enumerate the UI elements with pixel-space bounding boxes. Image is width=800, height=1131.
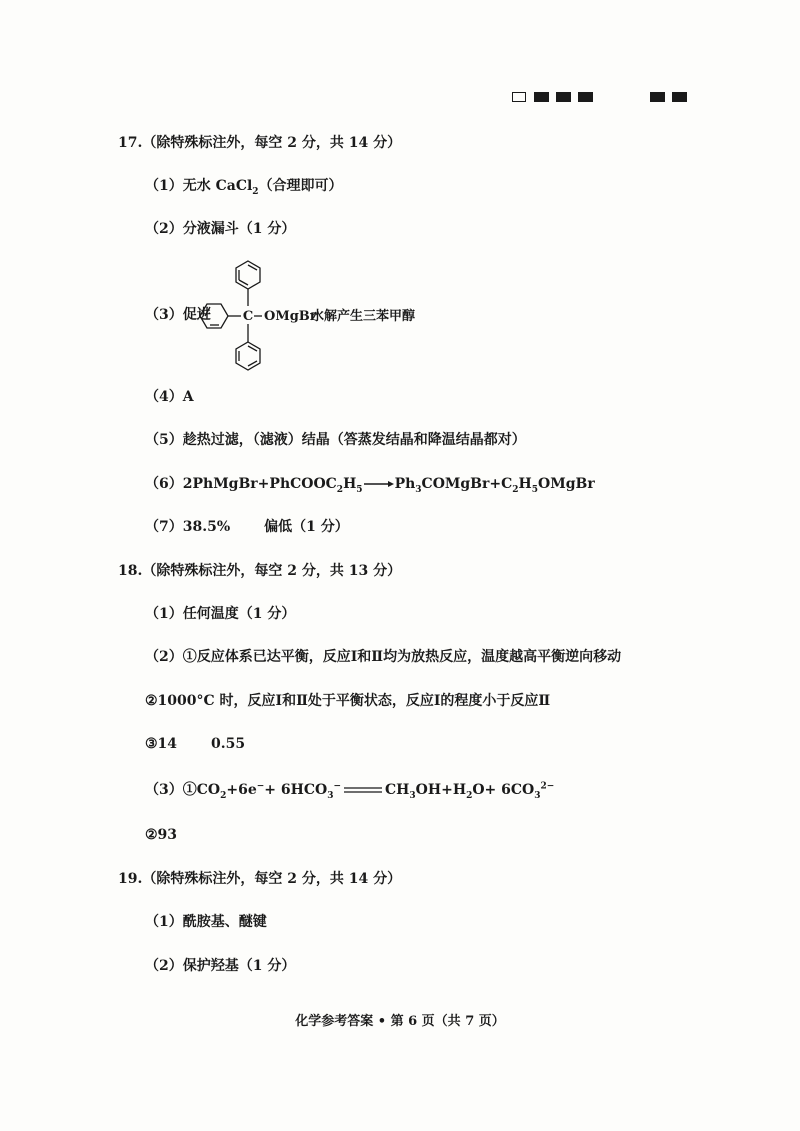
q19-answer-2: （2）保护羟基（1 分） <box>145 958 296 974</box>
omgbr-group-label: OMgBr <box>264 309 317 324</box>
q17-answer-3-suffix: 水解产生三苯甲醇 <box>311 309 416 324</box>
page-footer: 化学参考答案 • 第 6 页（共 7 页） <box>295 1014 505 1029</box>
reaction-arrow-icon <box>364 480 394 488</box>
q17-title: 17.（除特殊标注外，每空 2 分，共 14 分） <box>118 135 402 151</box>
filled-square-icon <box>650 92 665 102</box>
q17-answer-4: （4）A <box>145 389 194 405</box>
q17-answer-2: （2）分液漏斗（1 分） <box>145 221 296 237</box>
equals-sign-icon <box>343 786 383 794</box>
filled-square-icon <box>534 92 549 102</box>
central-carbon-label: C <box>242 309 254 324</box>
q19-title: 19.（除特殊标注外，每空 2 分，共 14 分） <box>118 871 402 887</box>
q18-answer-1: （1）任何温度（1 分） <box>145 606 296 622</box>
filled-square-icon <box>556 92 571 102</box>
q18-title: 18.（除特殊标注外，每空 2 分，共 13 分） <box>118 563 402 579</box>
q17-answer-3-prefix: （3）促进 <box>145 307 211 323</box>
q18-answer-2-2: ②1000°C 时，反应Ⅰ和Ⅱ处于平衡状态，反应Ⅰ的程度小于反应Ⅱ <box>145 693 551 709</box>
filled-square-icon <box>672 92 687 102</box>
q18-answer-3-2: ②93 <box>145 827 178 843</box>
q18-answer-3-1: $(3)①CO_2+6e^-+ 6HCO_3^-$ $CH_3OH+H_2O+ 6CO_3^{2-}$ <box>145 781 555 801</box>
q17-answer-5: （5）趁热过滤，（滤液）结晶（答蒸发结晶和降温结晶都对） <box>145 432 526 448</box>
triphenylmethoxide-structure <box>196 256 436 376</box>
q19-answer-1: （1）酰胺基、醚键 <box>145 914 267 930</box>
hollow-square-icon <box>512 92 526 102</box>
filled-square-icon <box>578 92 593 102</box>
q18-answer-2-3: ③14 0.55 <box>145 736 246 752</box>
q17-answer-1: （1）无水 CaCl$_2$（合理即可） <box>145 178 343 197</box>
q18-answer-2-1: （2）①反应体系已达平衡，反应Ⅰ和Ⅱ均为放热反应，温度越高平衡逆向移动 <box>145 649 622 665</box>
q17-answer-7: （7）38.5% 偏低（1 分） <box>145 519 349 535</box>
q17-answer-6: $(6)2PhMgBr+PhCOOC_2H_5$ $Ph_3COMgBr+C_2H_5OMgBr$ <box>145 476 595 495</box>
